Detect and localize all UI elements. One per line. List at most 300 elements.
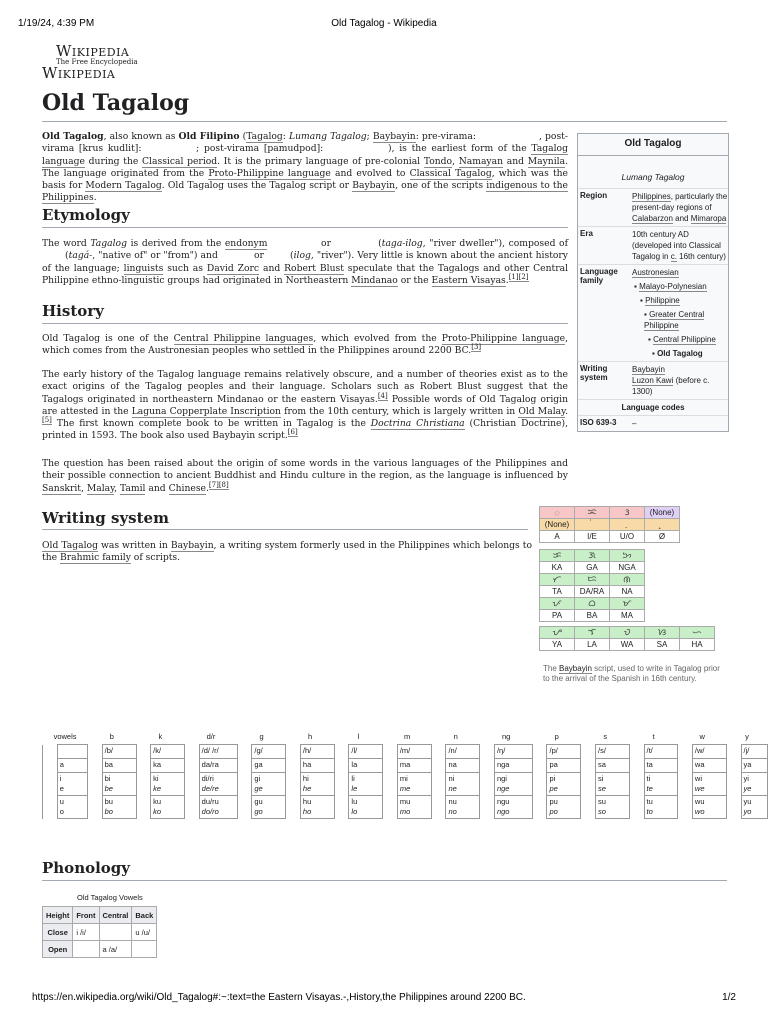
grid-syllable-cell <box>494 759 532 773</box>
vowels-table <box>42 906 157 958</box>
link-tamil[interactable]: Tamil <box>119 482 146 494</box>
section-divider <box>42 227 568 228</box>
grid-syllable-cell <box>252 759 286 773</box>
link-malayo-polynesian[interactable]: Malayo-Polynesian <box>639 282 707 291</box>
grid-syllable-cell <box>57 796 87 819</box>
grid-syllable-cell <box>446 773 480 796</box>
grid-syllable: ni <box>448 774 455 783</box>
grid-syllable-cell <box>547 759 581 773</box>
grid-header: ng <box>502 732 511 741</box>
grid-syllable: bu <box>104 797 113 806</box>
glyph-cell <box>575 519 610 531</box>
citation-8[interactable]: [8] <box>218 480 229 489</box>
latin-cell: SA <box>645 639 680 651</box>
grid-syllable: lo <box>351 807 358 816</box>
link-malay[interactable]: Malay <box>86 482 115 494</box>
vowels-row-label[interactable]: Close <box>43 924 73 941</box>
grid-spacer <box>88 773 103 796</box>
grid-spacer <box>678 745 693 759</box>
grid-spacer <box>726 796 741 819</box>
wikipedia-wordmark-alt[interactable]: Wikipedia <box>42 64 116 82</box>
grid-spacer <box>286 796 301 819</box>
grid-syllable-cell <box>397 796 431 819</box>
grid-syllable: a <box>59 760 64 769</box>
print-doc-title: Old Tagalog - Wikipedia <box>331 18 437 29</box>
grid-header: y <box>745 732 749 741</box>
latin-cell: YA <box>540 639 575 651</box>
grid-spacer <box>383 759 398 773</box>
grid-syllable-cell <box>692 759 726 773</box>
grid-spacer <box>185 773 200 796</box>
vowel-cell <box>73 941 99 958</box>
grid-syllable: ti <box>646 774 651 783</box>
section-divider <box>42 323 568 324</box>
grid-header: b <box>109 732 114 741</box>
grid-spacer <box>383 745 398 759</box>
grid-syllable: ha <box>302 760 312 769</box>
latin-cell: HA <box>680 639 715 651</box>
glyph-cell: ᜉ <box>540 598 575 610</box>
section-divider <box>42 880 727 881</box>
grid-syllable: wi <box>694 774 703 783</box>
grid-syllable: ke <box>153 784 162 793</box>
grid-syllable-cell <box>102 759 136 773</box>
glyph-cell: ᜇ <box>575 574 610 586</box>
grid-syllable-cell <box>741 759 768 773</box>
link-classical-period[interactable]: Classical period <box>142 155 218 167</box>
grid-syllable: ko <box>153 807 162 816</box>
grid-syllable: da/ra <box>201 760 219 769</box>
grid-syllable-cell <box>300 773 334 796</box>
grid-syllable-cell <box>151 796 185 819</box>
latin-cell: PA <box>540 610 575 622</box>
grid-spacer <box>431 796 446 819</box>
grid-spacer <box>726 745 741 759</box>
grid-ipa-cell: /b/ <box>102 745 136 759</box>
grid-syllable: mu <box>399 797 411 806</box>
grid-ipa-cell: /ŋ/ <box>494 745 532 759</box>
grid-syllable-cell <box>102 796 136 819</box>
grid-syllable-cell <box>644 773 678 796</box>
glyph-cell: ᜑ <box>680 627 715 639</box>
wikipedia-wordmark[interactable]: Wikipedia <box>56 42 130 60</box>
grid-ipa-cell: /j/ <box>741 745 768 759</box>
infobox <box>577 133 729 432</box>
link-classical-tagalog[interactable]: Classical Tagalog <box>409 167 492 179</box>
latin-cell: LA <box>575 639 610 651</box>
grid-header: k <box>158 732 163 741</box>
grid-syllable: mi <box>399 774 408 783</box>
link-central-philippine-ib[interactable]: Central Philippine <box>653 335 716 344</box>
grid-spacer <box>286 773 301 796</box>
grid-syllable-cell <box>151 759 185 773</box>
grid-syllable-cell <box>596 759 630 773</box>
latin-cell: KA <box>540 562 575 574</box>
grid-syllable: na <box>448 760 457 769</box>
grid-header: s <box>603 732 608 741</box>
grid-syllable-cell <box>741 773 768 796</box>
grid-syllable: ngu <box>496 797 510 806</box>
grid-syllable: i <box>59 774 62 783</box>
grid-syllable: pu <box>549 797 558 806</box>
link-tagalog[interactable]: Tagalog <box>246 131 283 142</box>
grid-syllable-cell <box>300 796 334 819</box>
grid-ipa-cell: /t/ <box>644 745 678 759</box>
history-paragraph-2: The early history of the Tagalog language remains relatively obscure, and a number of theories exist as to the exact origins of the Tagalog peoples and their language. Scholars such as Robert Blust suggest that the Tagalogs originated in northeastern Mindanao or the eastern Visayas.[4] Possible words of Old Tagalog origin are attested in the Laguna Copperplate Inscription from the 10th century, which is largely written in Old Malay.[5] The first known complete book to be written in Tagalog is the Doctrina Christiana (Christian Doctrine), printed in 1593. The book also used Baybayin script.[6] <box>42 369 568 442</box>
grid-syllable: lu <box>351 797 358 806</box>
intro-paragraph: Old Tagalog, also known as Old Filipino (Tagalog: Lumang Tagalog; Baybayin: pre-virama: , post-virama [krus kudlit]: ; post-virama [pamudpod]: ), is the earliest form of the Tagalog language during the Classical period. It is the primary language of pre-colonial Tondo, Namayan and Maynila. The language originated from the Proto-Philippine language and evolved to Classical Tagalog, which was the basis for Modern Tagalog. Old Tagalog uses the Tagalog script or Baybayin, one of the scripts indigenous to the Philippines. <box>42 131 568 204</box>
grid-syllable: go <box>254 807 263 816</box>
link-eastern-visayas[interactable]: Eastern Visayas <box>431 274 506 286</box>
family-old-tagalog: Old Tagalog <box>657 349 703 358</box>
link-chinese[interactable]: Chinese <box>168 482 206 494</box>
etymology-paragraph: The word Tagalog is derived from the endonym or (taga-ilog, "river dweller"), composed of (tagá-, "native of" or "from") and or (ilog, "river"). Very little is known about the ancient history of the language; linguists such as David Zorc and Robert Blust speculate that the Tagalogs and other Central Philippine ethno-linguistic groups had originated in Northeastern Mindanao or the Eastern Visayas.[1][2] <box>42 238 569 286</box>
link-old-tagalog[interactable]: Old Tagalog <box>42 540 98 551</box>
link-philippine[interactable]: Philippine <box>645 296 680 305</box>
grid-syllable: de/re <box>201 784 219 793</box>
grid-syllable: di/ri <box>201 774 214 783</box>
grid-syllable: me <box>399 784 411 793</box>
grid-spacer <box>43 773 58 796</box>
vowel-cell: a /a/ <box>99 941 132 958</box>
section-heading-etymology: Etymology <box>42 206 130 224</box>
grid-spacer <box>185 796 200 819</box>
link-linguists[interactable]: linguists <box>123 262 164 274</box>
grid-syllable: se <box>598 784 606 793</box>
grid-spacer <box>480 745 495 759</box>
grid-spacer <box>88 745 103 759</box>
citation-4[interactable]: [4] <box>377 391 388 400</box>
grid-spacer <box>581 773 596 796</box>
grid-spacer <box>532 773 547 796</box>
link-indigenous-scripts[interactable]: indigenous to the Philippines <box>42 180 568 204</box>
citation-2[interactable]: [2] <box>518 272 529 281</box>
grid-spacer <box>43 796 58 819</box>
vowels-head-back: Back <box>132 907 157 924</box>
glyph-cell: ᜎ <box>575 627 610 639</box>
grid-syllable-cell <box>300 759 334 773</box>
grid-syllable: ba <box>104 760 113 769</box>
grid-spacer <box>431 745 446 759</box>
glyph-cell <box>645 519 680 531</box>
grid-ipa-cell: /d/ /r/ <box>199 745 237 759</box>
grid-syllable-cell <box>102 773 136 796</box>
link-maynila[interactable]: Maynila <box>527 155 566 167</box>
history-paragraph-3: The question has been raised about the origin of some words in the various languages of the Philippines and their possible connection to ancient Buddhist and Hindu culture in the region, as the language is influenced by Sanskrit, Malay, Tamil and Chinese.[7][8] <box>42 458 568 494</box>
infobox-row-iso: ISO 639-3 – <box>578 415 728 431</box>
link-calabarzon[interactable]: Calabarzon <box>632 214 673 223</box>
grid-spacer <box>532 759 547 773</box>
latin-cell: WA <box>610 639 645 651</box>
link-tondo[interactable]: Tondo <box>423 155 453 167</box>
grid-syllable: te <box>646 784 653 793</box>
grid-spacer <box>678 773 693 796</box>
vowels-row-label[interactable]: Open <box>43 941 73 958</box>
citation-3[interactable]: [3] <box>471 343 482 352</box>
link-baybayin[interactable]: Baybayin <box>372 131 416 142</box>
page-title: Old Tagalog <box>42 90 190 116</box>
grid-spacer <box>237 745 252 759</box>
link-circa[interactable]: c. <box>670 252 677 261</box>
latin-cell: BA <box>575 610 610 622</box>
infobox-language-codes: Language codes <box>578 399 728 415</box>
print-datetime: 1/19/24, 4:39 PM <box>18 18 95 29</box>
wikipedia-tagline: The Free Encyclopedia <box>56 58 138 66</box>
link-mimaropa[interactable]: Mimaropa <box>690 214 727 223</box>
section-divider <box>42 529 528 530</box>
glyph-cell: ᜋ <box>610 598 645 610</box>
grid-spacer <box>678 759 693 773</box>
grid-syllable: la <box>351 760 358 769</box>
print-page-number: 1/2 <box>722 992 736 1003</box>
link-baybayin-ib[interactable]: Baybayin <box>632 365 665 374</box>
glyph-cell: (None) <box>540 519 575 531</box>
latin-cell: Ø <box>645 531 680 543</box>
grid-spacer <box>136 796 151 819</box>
grid-syllable: be <box>104 784 113 793</box>
grid-spacer <box>237 759 252 773</box>
grid-ipa-cell: /g/ <box>252 745 286 759</box>
grid-syllable-cell <box>349 773 383 796</box>
grid-syllable: ngi <box>496 774 507 783</box>
grid-syllable: ma <box>399 760 411 769</box>
grid-spacer <box>185 745 200 759</box>
citation-7[interactable]: [7] <box>208 480 219 489</box>
infobox-row-era: Era 10th century AD (developed into Classical Tagalog in c. 16th century) <box>578 226 728 264</box>
grid-syllable-cell <box>446 796 480 819</box>
grid-syllable: pa <box>549 760 558 769</box>
baybayin-table <box>539 506 715 651</box>
glyph-cell <box>610 519 645 531</box>
section-heading-phonology: Phonology <box>42 859 131 877</box>
grid-syllable: ho <box>302 807 312 816</box>
baybayin-caption: The Baybayin script, used to write in Tagalog prior to the arrival of the Spanish in 16th century. <box>543 664 720 683</box>
link-mindanao[interactable]: Mindanao <box>351 274 398 286</box>
latin-cell: A <box>540 531 575 543</box>
grid-syllable-cell <box>494 796 532 819</box>
glyph-cell: ᜂ <box>610 507 645 519</box>
history-paragraph-1: Old Tagalog is one of the Central Philippine languages, which evolved from the Proto-Philippine language, which comes from the Austronesian peoples who settled in the Philippines around 2200 BC.[3] <box>42 333 569 357</box>
grid-spacer <box>629 759 644 773</box>
link-doctrina-christiana[interactable]: Doctrina Christiana <box>370 418 465 430</box>
vowels-table-caption: Old Tagalog Vowels <box>77 893 143 902</box>
grid-syllable: su <box>598 797 606 806</box>
grid-syllable: ku <box>153 797 162 806</box>
grid-header: d/r <box>206 732 216 741</box>
grid-spacer <box>581 745 596 759</box>
grid-syllable: nga <box>496 760 510 769</box>
grid-header: t <box>652 732 655 741</box>
infobox-title: Old Tagalog <box>578 134 728 156</box>
grid-syllable: wu <box>694 797 705 806</box>
syllable-grid <box>42 731 768 819</box>
grid-ipa-cell: /h/ <box>300 745 334 759</box>
grid-spacer <box>334 796 349 819</box>
vowel-cell <box>132 941 157 958</box>
vowel-cell: u /u/ <box>132 924 157 941</box>
grid-syllable: ne <box>448 784 457 793</box>
grid-syllable: o <box>59 807 64 816</box>
grid-ipa-cell <box>57 745 87 759</box>
grid-spacer <box>726 773 741 796</box>
glyph-cell: ᜆ <box>540 574 575 586</box>
link-luzon-kawi[interactable]: Luzon Kawi <box>632 376 674 385</box>
glyph-cell: ᜄ <box>575 550 610 562</box>
link-baybayin-2[interactable]: Baybayin <box>352 180 396 192</box>
link-sanskrit[interactable]: Sanskrit <box>42 482 81 494</box>
grid-syllable: ye <box>743 784 752 793</box>
grid-syllable-cell <box>644 796 678 819</box>
grid-ipa-cell: /s/ <box>596 745 630 759</box>
grid-spacer <box>334 759 349 773</box>
grid-syllable-cell <box>349 796 383 819</box>
grid-syllable-cell <box>446 759 480 773</box>
link-robert-blust[interactable]: Robert Blust <box>284 262 344 274</box>
citation-1[interactable]: [1] <box>508 272 519 281</box>
link-baybayin-3[interactable]: Baybayin <box>170 540 214 551</box>
grid-syllable: ta <box>646 760 653 769</box>
grid-syllable: ki <box>153 774 159 783</box>
link-austronesian[interactable]: Austronesian <box>632 268 679 277</box>
grid-syllable: hu <box>302 797 312 806</box>
grid-spacer <box>136 759 151 773</box>
link-namayan[interactable]: Namayan <box>458 155 504 167</box>
grid-syllable-cell <box>547 773 581 796</box>
grid-syllable: ngo <box>496 807 510 816</box>
grid-syllable: e <box>59 784 64 793</box>
grid-ipa-cell: /k/ <box>151 745 185 759</box>
grid-spacer <box>286 745 301 759</box>
grid-syllable: he <box>302 784 312 793</box>
grid-syllable: do/ro <box>201 807 219 816</box>
grid-syllable-cell <box>199 796 237 819</box>
grid-spacer <box>43 759 58 773</box>
grid-ipa-cell: /w/ <box>692 745 726 759</box>
grid-syllable: yo <box>743 807 752 816</box>
grid-syllable: gu <box>254 797 263 806</box>
grid-syllable: si <box>598 774 604 783</box>
grid-syllable: u <box>59 797 64 806</box>
grid-ipa-cell: /m/ <box>397 745 431 759</box>
grid-syllable-cell <box>644 759 678 773</box>
grid-spacer <box>383 773 398 796</box>
link-modern-tagalog[interactable]: Modern Tagalog <box>85 180 162 192</box>
infobox-native-name: Lumang Tagalog <box>621 172 685 182</box>
link-tagalog-language[interactable]: Tagalog language <box>42 143 568 167</box>
grid-ipa-cell: /n/ <box>446 745 480 759</box>
grid-syllable: we <box>694 784 705 793</box>
grid-spacer <box>286 759 301 773</box>
grid-syllable-cell <box>252 773 286 796</box>
grid-syllable: ka <box>153 760 162 769</box>
infobox-row-writing: Writing system Baybayin Luzon Kawi (before c. 1300) <box>578 361 728 399</box>
grid-syllable: li <box>351 774 355 783</box>
grid-syllable-cell <box>57 759 87 773</box>
grid-spacer <box>383 796 398 819</box>
grid-spacer <box>185 759 200 773</box>
grid-spacer <box>629 745 644 759</box>
glyph-cell: ᜀ <box>540 507 575 519</box>
link-baybayin-caption[interactable]: Baybayin <box>559 664 592 673</box>
grid-syllable-cell <box>151 773 185 796</box>
grid-syllable-cell <box>252 796 286 819</box>
link-david-zorc[interactable]: David Zorc <box>206 262 260 274</box>
grid-header: w <box>699 732 705 741</box>
latin-cell: NGA <box>610 562 645 574</box>
grid-spacer <box>136 745 151 759</box>
grid-syllable: du/ru <box>201 797 219 806</box>
glyph-cell: ᜊ <box>575 598 610 610</box>
link-proto-philippine-2[interactable]: Proto-Philippine language <box>441 333 566 344</box>
grid-syllable: gi <box>254 774 261 783</box>
grid-syllable-cell <box>57 773 87 796</box>
grid-spacer <box>532 745 547 759</box>
link-proto-philippine[interactable]: Proto-Philippine language <box>208 167 331 179</box>
grid-spacer <box>581 759 596 773</box>
glyph-cell: ᜁ <box>575 507 610 519</box>
grid-header: p <box>554 732 559 741</box>
grid-syllable-cell <box>397 759 431 773</box>
grid-syllable-cell <box>692 773 726 796</box>
grid-syllable: to <box>646 807 653 816</box>
grid-ipa-cell: /l/ <box>349 745 383 759</box>
grid-spacer <box>480 759 495 773</box>
glyph-cell: ᜐ <box>645 627 680 639</box>
print-url: https://en.wikipedia.org/wiki/Old_Tagalog#:~:text=the Eastern Visayas.-,History,the Philippines around 2200 BC. <box>32 992 526 1003</box>
link-laguna-copperplate[interactable]: Laguna Copperplate Inscription <box>131 405 281 417</box>
link-old-malay[interactable]: Old Malay <box>518 405 566 417</box>
grid-syllable: yi <box>743 774 749 783</box>
grid-syllable-cell <box>692 796 726 819</box>
grid-syllable: le <box>351 784 358 793</box>
grid-syllable: hi <box>302 774 309 783</box>
latin-cell: GA <box>575 562 610 574</box>
grid-syllable: mo <box>399 807 411 816</box>
grid-spacer <box>237 773 252 796</box>
glyph-cell: ᜏ <box>610 627 645 639</box>
link-philippines[interactable]: Philippines <box>632 192 671 201</box>
grid-syllable: po <box>549 807 558 816</box>
grid-spacer <box>88 759 103 773</box>
grid-spacer <box>431 759 446 773</box>
grid-ipa-cell: /p/ <box>547 745 581 759</box>
grid-syllable-cell <box>741 796 768 819</box>
grid-header: h <box>308 732 313 741</box>
grid-syllable: nge <box>496 784 510 793</box>
vowel-cell: i /i/ <box>73 924 99 941</box>
glyph-cell: ᜃ <box>540 550 575 562</box>
grid-spacer <box>629 773 644 796</box>
link-brahmic-family[interactable]: Brahmic family <box>59 552 131 564</box>
link-central-philippine[interactable]: Central Philippine languages <box>173 333 314 344</box>
grid-syllable: ya <box>743 760 752 769</box>
grid-header: l <box>357 732 360 741</box>
grid-spacer <box>88 796 103 819</box>
grid-syllable-cell <box>397 773 431 796</box>
citation-5[interactable]: [5] <box>42 416 52 425</box>
vowels-head-front: Front <box>73 907 99 924</box>
section-heading-writing-system: Writing system <box>42 509 169 527</box>
link-greater-central-philippine[interactable]: Greater Central Philippine <box>644 310 705 330</box>
grid-spacer <box>629 796 644 819</box>
vowel-cell <box>99 924 132 941</box>
grid-spacer <box>334 745 349 759</box>
citation-6[interactable]: [6] <box>287 428 298 437</box>
grid-syllable: wo <box>694 807 705 816</box>
grid-spacer <box>726 759 741 773</box>
grid-syllable: so <box>598 807 606 816</box>
link-endonym[interactable]: endonym <box>224 238 268 249</box>
